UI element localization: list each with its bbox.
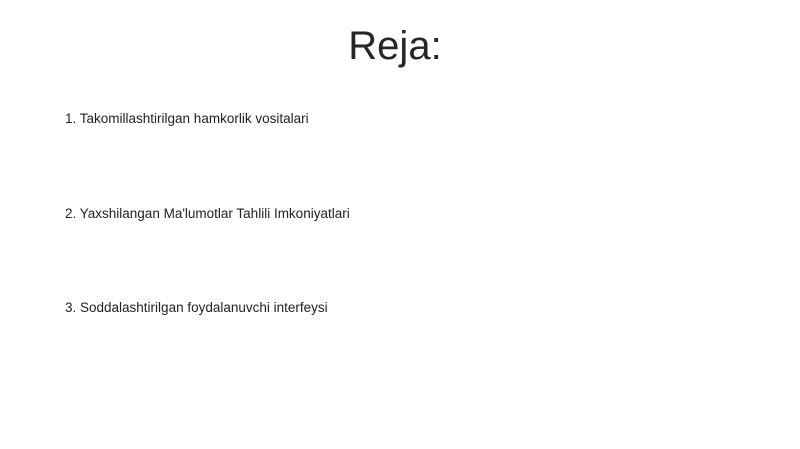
list-item: 2. Yaxshilangan Ma'lumotlar Tahlili Imkoniyatlari	[65, 206, 350, 221]
slide-title: Reja:	[348, 24, 442, 68]
list-item: 3. Soddalashtirilgan foydalanuvchi interfeysi	[65, 300, 328, 315]
list-item: 1. Takomillashtirilgan hamkorlik vositalari	[65, 111, 309, 126]
